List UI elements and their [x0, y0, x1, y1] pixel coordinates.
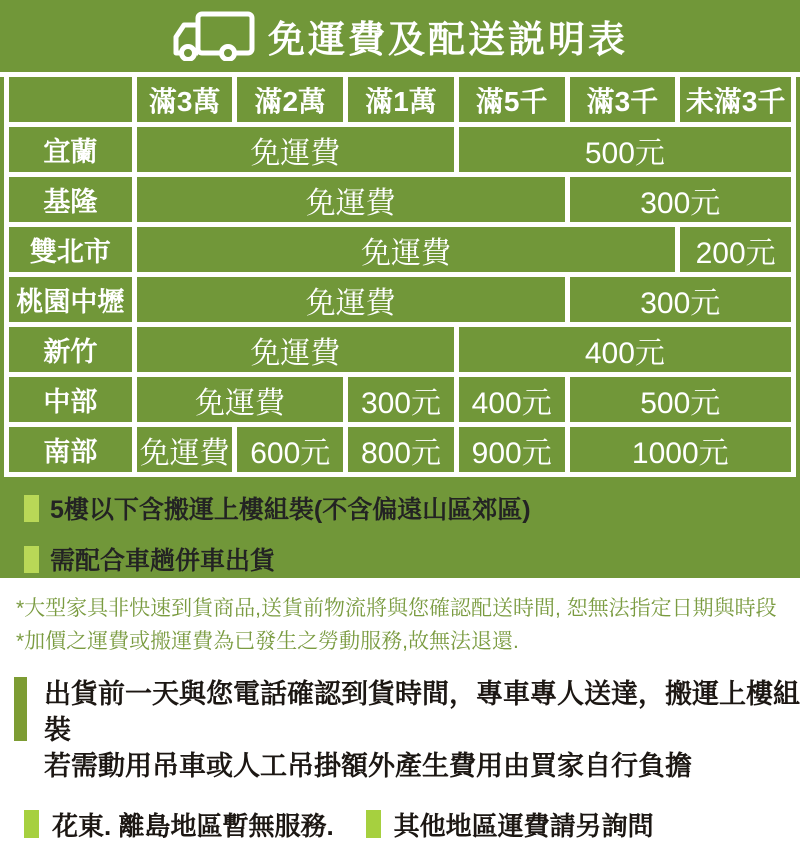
- delivery-note-line: 出貨前一天與您電話確認到貨時間，專車專人送達，搬運上樓組裝: [44, 679, 800, 745]
- fee-cell: 200元: [678, 225, 794, 275]
- fee-cell: 免運費: [134, 175, 567, 225]
- delivery-note-line: 若需動用吊車或人工吊掛額外產生費用由買家自行負擔: [44, 750, 692, 781]
- row-label: 宜蘭: [7, 125, 135, 175]
- fee-cell: 免運費: [134, 275, 567, 325]
- column-header-3k: 滿3千: [567, 77, 678, 125]
- table-header-row: [7, 77, 794, 125]
- green-notes: [0, 477, 800, 577]
- table-row-yilan: [7, 125, 794, 175]
- fee-cell: 免運費: [134, 325, 456, 375]
- corner-cell: [7, 77, 135, 125]
- note-item: [24, 541, 800, 577]
- delivery-note-text: [44, 677, 800, 785]
- fee-cell: 900元: [456, 425, 567, 475]
- note-text: 5樓以下含搬運上樓組裝(不含偏遠山區郊區): [50, 496, 531, 524]
- table-row-taoyuan: [7, 275, 794, 325]
- fine-print-line: *大型家具非快速到貨商品,送貨前物流將與您確認配送時間, 恕無法指定日期與時段: [16, 597, 777, 620]
- fee-cell: 400元: [456, 375, 567, 425]
- bottom-note-item: [366, 806, 654, 843]
- bottom-note-item: [24, 806, 334, 843]
- row-label: 雙北市: [7, 225, 135, 275]
- fee-cell: 300元: [567, 175, 793, 225]
- table-row-taipei: [7, 225, 794, 275]
- table-row-central: [7, 375, 794, 425]
- page-title: 免運費及配送説明表: [268, 19, 628, 60]
- fee-cell: 免運費: [134, 225, 677, 275]
- note-item: [24, 490, 800, 526]
- note-text: 需配合車趟併車出貨: [50, 547, 276, 575]
- lower-section: [0, 578, 800, 843]
- square-bullet-icon: [24, 810, 39, 838]
- column-header-10k: 滿1萬: [346, 77, 457, 125]
- row-label: 新竹: [7, 325, 135, 375]
- accent-bar: [14, 677, 27, 741]
- square-bullet-icon: [24, 495, 39, 522]
- fee-cell: 免運費: [134, 375, 345, 425]
- truck-icon: [172, 11, 256, 61]
- table-row-keelung: [7, 175, 794, 225]
- fee-cell: 300元: [567, 275, 793, 325]
- column-header-5k: 滿5千: [456, 77, 567, 125]
- bottom-notes: [24, 806, 800, 843]
- fee-cell: 1000元: [567, 425, 793, 475]
- fee-cell: 400元: [456, 325, 793, 375]
- table-row-hsinchu: [7, 325, 794, 375]
- row-label: 桃園中壢: [7, 275, 135, 325]
- fine-print: [0, 593, 800, 658]
- column-header-20k: 滿2萬: [235, 77, 346, 125]
- column-header-under-3k: 未滿3千: [678, 77, 794, 125]
- fee-cell: 免運費: [134, 125, 456, 175]
- row-label: 南部: [7, 425, 135, 475]
- delivery-note: [14, 677, 800, 785]
- square-bullet-icon: [24, 546, 39, 573]
- bottom-note-text: 花東. 離島地區暫無服務.: [52, 810, 334, 841]
- fee-cell: 600元: [235, 425, 346, 475]
- fee-cell: 免運費: [134, 425, 235, 475]
- square-bullet-icon: [366, 810, 381, 838]
- table-row-south: [7, 425, 794, 475]
- row-label: 中部: [7, 375, 135, 425]
- fee-cell: 500元: [456, 125, 793, 175]
- fee-cell: 800元: [346, 425, 457, 475]
- row-label: 基隆: [7, 175, 135, 225]
- bottom-note-text: 其他地區運費請另詢問: [393, 810, 654, 841]
- shipping-fee-table: [4, 77, 796, 477]
- fee-cell: 300元: [346, 375, 457, 425]
- header-banner: [0, 0, 800, 72]
- fine-print-line: *加價之運費或搬運費為已發生之勞動服務,故無法退還.: [16, 629, 519, 653]
- column-header-30k: 滿3萬: [134, 77, 235, 125]
- fee-cell: 500元: [567, 375, 793, 425]
